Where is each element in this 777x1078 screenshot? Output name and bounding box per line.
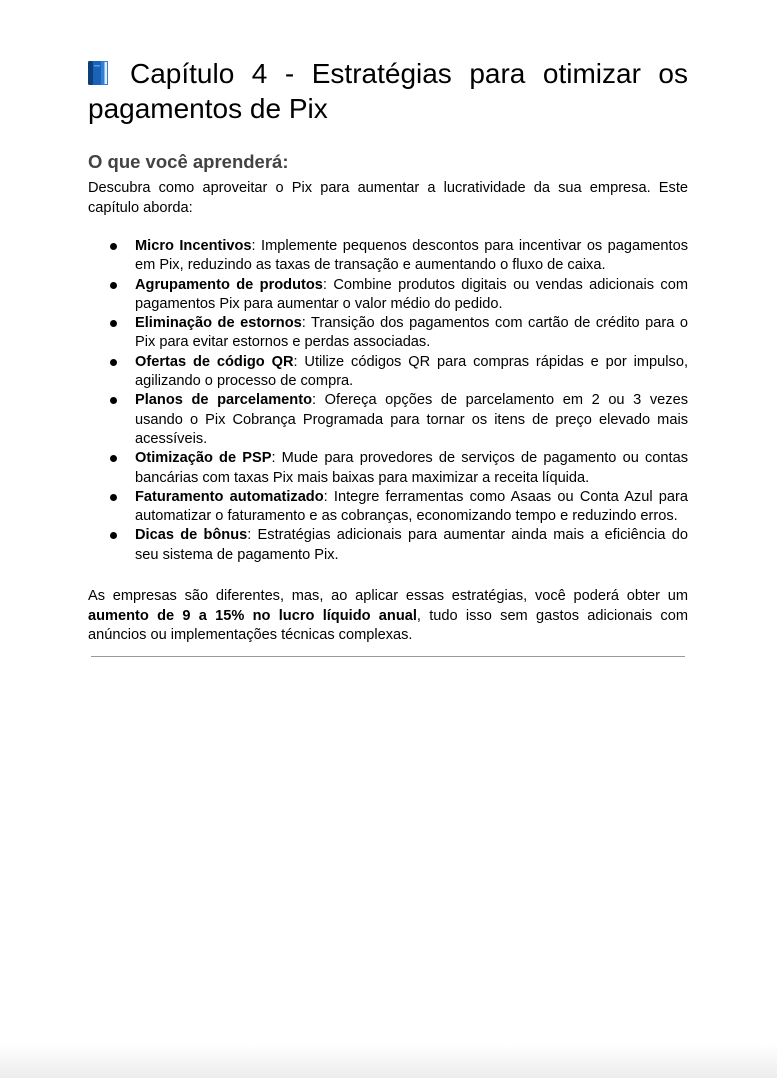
list-item-text: : Combine produtos digitais ou vendas adicionais com pagamentos Pix para aumentar o valor médio do pedido. — [135, 276, 689, 312]
blue-book-icon — [88, 61, 108, 85]
list-item — [88, 353, 688, 392]
list-item-term: Ofertas de código QR — [135, 353, 294, 370]
list-item — [88, 391, 688, 449]
conclusion-paragraph — [88, 587, 688, 646]
list-item — [88, 488, 688, 527]
list-item-term: Planos de parcelamento — [135, 392, 312, 409]
conclusion-text-end: , tudo isso sem gastos adicionais com anúncios ou implementações técnicas complexas. — [88, 607, 689, 643]
conclusion-highlight: aumento de 9 a 15% no lucro líquido anual — [88, 607, 417, 624]
chapter-title — [88, 56, 688, 126]
list-item-text: : Estratégias adicionais para aumentar ainda mais a eficiência do seu sistema de pagamento Pix. — [135, 527, 688, 563]
list-item — [88, 237, 688, 276]
list-item — [88, 526, 688, 565]
list-item-term: Dicas de bônus — [135, 527, 248, 544]
list-item-term: Eliminação de estornos — [135, 315, 302, 332]
bullet-icon — [110, 359, 117, 366]
chapter-title-text: Capítulo 4 - Estratégias para otimizar os pagamentos de Pix — [88, 58, 688, 124]
strategies-list — [88, 237, 688, 565]
bullet-icon — [110, 243, 117, 250]
bullet-icon — [110, 532, 117, 539]
list-item — [88, 314, 688, 353]
intro-paragraph: Descubra como aproveitar o Pix para aumentar a lucratividade da sua empresa. Este capítulo aborda: — [88, 180, 688, 216]
bullet-icon — [110, 282, 117, 289]
list-item-text: : Implemente pequenos descontos para incentivar os pagamentos em Pix, reduzindo as taxas de transação e aumentando o fluxo de caixa. — [135, 238, 688, 274]
horizontal-divider — [91, 656, 685, 657]
bullet-icon — [110, 397, 117, 404]
conclusion-text-start: As empresas são diferentes, mas, ao aplicar essas estratégias, você poderá obter um — [88, 588, 688, 604]
bullet-icon — [110, 320, 117, 327]
document-page — [88, 56, 689, 643]
list-item-text: : Transição dos pagamentos com cartão de crédito para o Pix para evitar estornos e perdas associadas. — [135, 315, 688, 351]
list-item-term: Agrupamento de produtos — [135, 276, 323, 293]
list-item-term: Micro Incentivos — [135, 238, 252, 254]
bullet-icon — [110, 494, 117, 501]
list-item-term: Faturamento automatizado — [135, 488, 324, 505]
list-item — [88, 276, 688, 315]
list-item-text: : Utilize códigos QR para compras rápidas e por impulso, agilizando o processo de compra. — [135, 353, 688, 390]
section-subtitle: O que você aprenderá: — [88, 151, 289, 172]
list-item-text: : Integre ferramentas como Asaas ou Conta Azul para automatizar o faturamento e as cobranças, economizando tempo e reduzindo erros. — [135, 488, 688, 525]
list-item-text: : Mude para provedores de serviços de pagamento ou contas bancárias com taxas Pix mais baixas para maximizar a receita líquida. — [135, 450, 688, 486]
list-item-text: : Ofereça opções de parcelamento em 2 ou 3 vezes usando o Pix Cobrança Programada para tornar os itens de preço elevado mais acessíveis. — [135, 392, 688, 447]
bullet-icon — [110, 455, 117, 462]
list-item-term: Otimização de PSP — [135, 450, 272, 467]
list-item — [88, 449, 688, 488]
page-bottom-shadow — [0, 1044, 777, 1078]
